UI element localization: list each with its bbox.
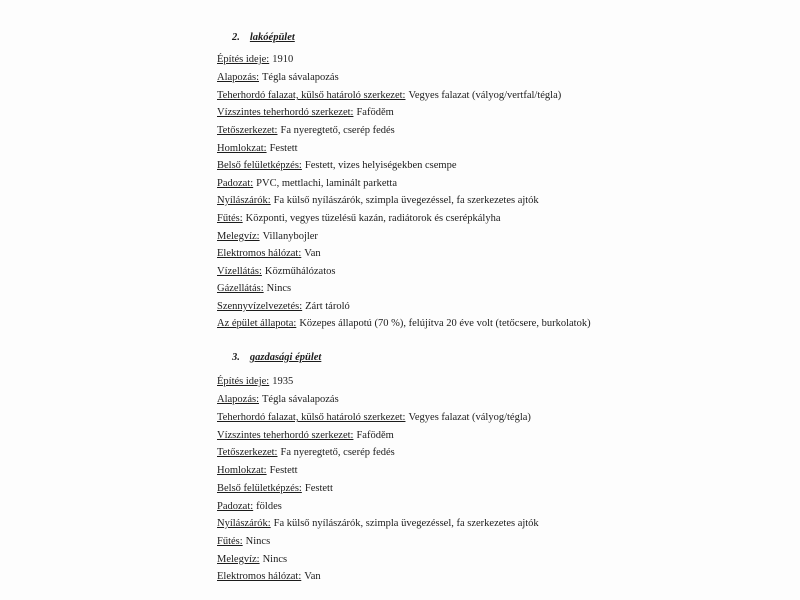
field-row-vizellatas — [217, 267, 335, 278]
field-label: Melegvíz: — [217, 554, 260, 565]
field-value: Közepes állapotú (70 %), felújítva 20 éve volt (tetőcsere, burkolatok) — [299, 318, 591, 329]
field-label: Teherhordó falazat, külső határoló szerkezet: — [217, 412, 406, 423]
field-row-alapozas — [217, 73, 339, 84]
field-label: Elektromos hálózat: — [217, 248, 302, 259]
field-value: Fa nyeregtető, cserép fedés — [280, 447, 395, 458]
field-value: Fa külső nyílászárók, szimpla üvegezéssel, fa szerkezetes ajtók — [273, 195, 539, 206]
field-value: 1935 — [272, 376, 294, 387]
field-value: Van — [304, 248, 321, 259]
section-title-lakoepulet — [232, 33, 295, 44]
field-value: Festett — [304, 483, 333, 494]
field-value: PVC, mettlachi, laminált parketta — [256, 178, 397, 189]
field-label: Nyílászárók: — [217, 195, 271, 206]
field-row-padozat — [217, 502, 282, 513]
field-value: Nincs — [262, 554, 288, 565]
field-value: Zárt tároló — [305, 301, 350, 312]
field-row-belso-feluletkepzes — [217, 484, 333, 495]
field-row-epulet-allapota — [217, 319, 591, 330]
field-label: Az épület állapota: — [217, 318, 297, 329]
field-label: Padozat: — [217, 501, 254, 512]
field-row-teherhordo-falazat — [217, 413, 531, 424]
field-row-homlokzat — [217, 466, 298, 477]
field-label: Vízellátás: — [217, 266, 262, 277]
field-label: Fűtés: — [217, 536, 243, 547]
field-label: Tetőszerkezet: — [217, 125, 278, 136]
field-label: Nyílászárók: — [217, 518, 271, 529]
section-name: lakóépület — [249, 32, 295, 43]
field-row-futes — [217, 537, 270, 548]
field-value: Vegyes falazat (vályog/vertfal/tégla) — [408, 90, 562, 101]
field-row-tetoszerkezet — [217, 126, 395, 137]
field-value: Festett — [269, 143, 298, 154]
field-row-teherhordo-falazat — [217, 91, 561, 102]
field-value: Tégla sávalapozás — [262, 394, 339, 405]
field-value: Villanybojler — [262, 231, 318, 242]
field-value: Van — [304, 571, 321, 582]
field-row-belso-feluletkepzes — [217, 161, 456, 172]
field-value: 1910 — [272, 54, 294, 65]
field-value: Nincs — [266, 283, 292, 294]
field-value: Közműhálózatos — [264, 266, 336, 277]
field-label: Homlokzat: — [217, 465, 267, 476]
section-name: gazdasági épület — [249, 352, 322, 363]
field-value: Központi, vegyes tüzelésű kazán, radiátorok és cserépkályha — [245, 213, 501, 224]
field-row-melegviz — [217, 555, 287, 566]
field-label: Vízszintes teherhordó szerkezet: — [217, 430, 354, 441]
field-value: Vegyes falazat (vályog/tégla) — [408, 412, 531, 423]
field-label: Tetőszerkezet: — [217, 447, 278, 458]
field-label: Alapozás: — [217, 394, 259, 405]
field-row-melegviz — [217, 232, 318, 243]
field-value: Nincs — [245, 536, 271, 547]
field-label: Alapozás: — [217, 72, 259, 83]
field-row-padozat — [217, 179, 397, 190]
field-row-tetoszerkezet — [217, 448, 395, 459]
field-label: Homlokzat: — [217, 143, 267, 154]
field-label: Elektromos hálózat: — [217, 571, 302, 582]
field-row-homlokzat — [217, 144, 298, 155]
field-label: Belső felületképzés: — [217, 160, 302, 171]
field-label: Teherhordó falazat, külső határoló szerkezet: — [217, 90, 406, 101]
field-row-gazellatas — [217, 284, 291, 295]
field-row-alapozas — [217, 395, 339, 406]
field-row-nyilaszarok — [217, 196, 539, 207]
field-label: Szennyvízelvezetés: — [217, 301, 303, 312]
field-row-vizszintes-szerkezet — [217, 108, 394, 119]
field-label: Gázellátás: — [217, 283, 264, 294]
section-number: 3. — [232, 352, 240, 363]
field-row-epites-ideje — [217, 377, 293, 388]
field-label: Építés ideje: — [217, 54, 270, 65]
field-value: Faföděm — [356, 430, 394, 441]
field-value: Festett, vizes helyiségekben csempe — [304, 160, 457, 171]
section-title-gazdasagi-epulet — [232, 353, 321, 364]
field-row-elektromos-halozat — [217, 572, 321, 583]
field-label: Melegvíz: — [217, 231, 260, 242]
section-number: 2. — [232, 32, 240, 43]
field-label: Belső felületképzés: — [217, 483, 302, 494]
field-label: Vízszintes teherhordó szerkezet: — [217, 107, 354, 118]
field-label: Építés ideje: — [217, 376, 270, 387]
field-row-szennyvizelvezetes — [217, 302, 350, 313]
field-value: Festett — [269, 465, 298, 476]
field-value: Fa nyeregtető, cserép fedés — [280, 125, 395, 136]
field-row-vizszintes-szerkezet — [217, 431, 394, 442]
field-row-epites-ideje — [217, 55, 293, 66]
field-label: Padozat: — [217, 178, 254, 189]
field-value: Tégla sávalapozás — [262, 72, 339, 83]
field-row-futes — [217, 214, 501, 225]
field-value: földes — [256, 501, 282, 512]
field-label: Fűtés: — [217, 213, 243, 224]
field-value: Fa külső nyílászárók, szimpla üvegezéssel, fa szerkezetes ajtók — [273, 518, 539, 529]
field-row-elektromos-halozat — [217, 249, 321, 260]
field-value: Faföděm — [356, 107, 394, 118]
field-row-nyilaszarok — [217, 519, 539, 530]
